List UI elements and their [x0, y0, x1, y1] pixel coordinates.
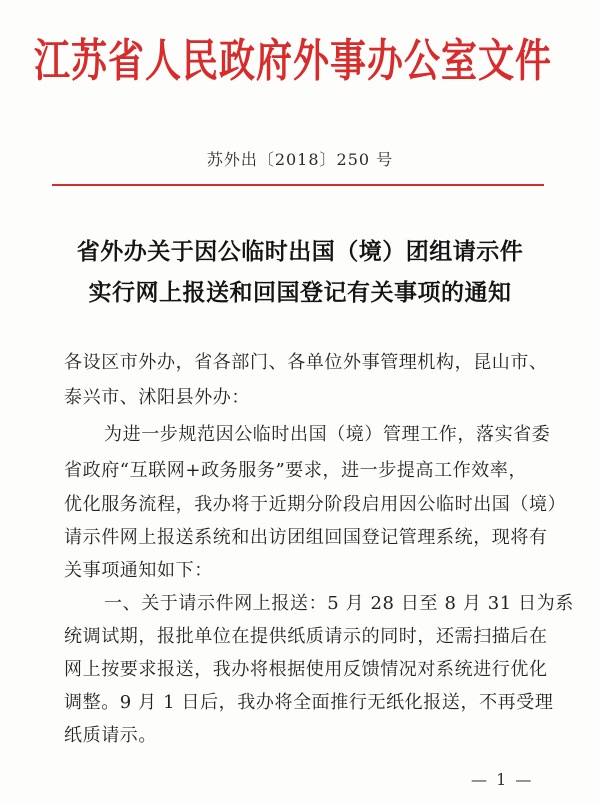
document-number: 苏外出〔2018〕250 号: [206, 150, 394, 169]
body-line-11: 调整。9 月 1 日后，我办将全面推行无纸化报送，不再受理: [64, 692, 554, 713]
body-line-2: 泰兴市、沭阳县外办：: [64, 387, 250, 408]
body-line-5: 优化服务流程，我办将于近期分阶段启用因公临时出国（境）: [64, 494, 567, 515]
body-line-10: 网上按要求报送，我办将根据使用反馈情况对系统进行优化: [64, 659, 548, 680]
body-line-4: 省政府“互联网+政务服务”要求，进一步提高工作效率，: [64, 460, 528, 481]
body-line-7: 关事项通知如下：: [64, 560, 213, 581]
document-header-title: 江苏省人民政府外事办公室文件: [34, 34, 553, 88]
notice-title-line-1: 省外办关于因公临时出国（境）团组请示件: [76, 238, 524, 265]
body-line-9: 统调试期，报批单位在提供纸质请示的同时，还需扫描后在: [64, 626, 548, 647]
body-line-8: 一、关于请示件网上报送：5 月 28 日至 8 月 31 日为系: [104, 593, 574, 614]
body-line-12: 纸质请示。: [64, 725, 157, 746]
body-line-3: 为进一步规范因公临时出国（境）管理工作，落实省委: [104, 424, 551, 445]
red-separator-line: [52, 184, 544, 186]
body-line-6: 请示件网上报送系统和出访团组回国登记管理系统，现将有: [64, 527, 548, 548]
notice-title-line-2: 实行网上报送和回国登记有关事项的通知: [88, 279, 512, 306]
page-number: — 1 —: [471, 770, 534, 789]
body-line-1: 各设区市外办，省各部门、各单位外事管理机构，昆山市、: [64, 352, 548, 373]
